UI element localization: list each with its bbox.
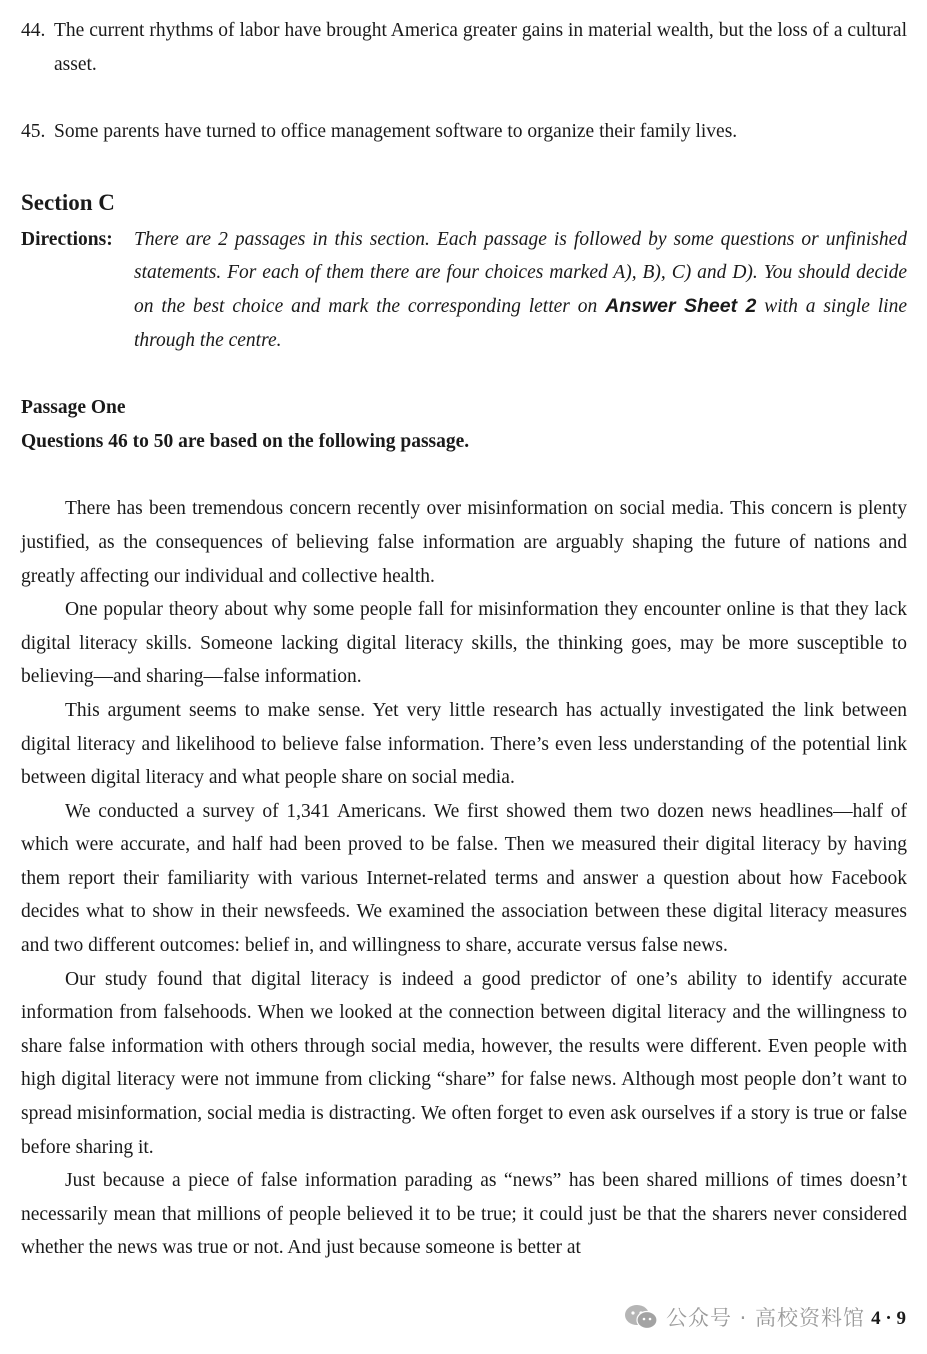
passage-paragraph: Our study found that digital literacy is indeed a good predictor of one’s ability to identify accurate information from falsehoods. When we looked at the connection between digital literacy and the willingness to share false information with others through social media, however, the results were different. Even people with high digital literacy were not immune from clicking “share” for false news. Although most people don’t want to spread misinformation, social media is distracting. We often forget to even ask ourselves if a story is true or false before sharing it. [21, 968, 907, 1158]
passage-paragraph: There has been tremendous concern recently over misinformation on social media. This concern is plenty justified, as the consequences of believing false information are arguably shaping the future of nations and greatly affecting our individual and collective health. [21, 498, 907, 587]
passage-title: Passage One [21, 397, 126, 419]
directions-body: There are 2 passages in this section. Each passage is followed by some questions or unfinished statements. For each of them there are four choices marked A), B), C) and D). You should decide on the best choice and mark the corresponding letter on [134, 228, 907, 317]
directions-end: with a single line through the centre. [134, 295, 908, 351]
directions-label: Directions: [21, 228, 113, 250]
watermark [624, 1302, 865, 1332]
section-title: Section C [21, 189, 115, 215]
watermark-text: 公众号 · 高校资料馆 [666, 1306, 866, 1330]
passage-paragraph: This argument seems to make sense. Yet very little research has actually investigated the link between digital literacy and likelihood to believe false information. There’s even less understanding of the potential link between digital literacy and what people share on social media. [21, 699, 907, 789]
passage-paragraph: One popular theory about why some people fall for misinformation they encounter online is that they lack digital literacy skills. Someone lacking digital literacy skills, the thinking goes, may be more susceptible to believing—and sharing—false information. [21, 599, 907, 688]
passage-subtitle: Questions 46 to 50 are based on the following passage. [21, 430, 470, 452]
question-text: The current rhythms of labor have brought America greater gains in material wealth, but the loss of a cultural asset. [54, 20, 907, 75]
directions-block [21, 223, 907, 357]
answer-sheet-label: Answer Sheet 2 [605, 294, 757, 317]
passage-paragraph: We conducted a survey of 1,341 Americans. We first showed them two dozen news headlines—half of which were accurate, and half had been proved to be false. Then we measured their digital literacy by having them report their familiarity with various Internet-related terms and answer a question about how Facebook decides what to show in their newsfeeds. We examined the association between these digital literacy measures and two different outcomes: belief in, and willingness to share, accurate versus false news. [21, 800, 907, 957]
question-number: 45. [21, 121, 46, 143]
page-number: 4 · 9 [871, 1308, 906, 1329]
passage-paragraph: Just because a piece of false information parading as “news” has been shared millions of times doesn’t necessarily mean that millions of people believed it to be true; it could just be that the sharers never considered whether the news was true or not. And just because someone is better at [21, 1170, 907, 1259]
document-page [21, 14, 907, 1265]
question-number: 44. [21, 20, 46, 41]
question-45 [21, 115, 907, 149]
directions-text [134, 223, 907, 357]
page-footer [620, 1298, 910, 1338]
question-text: Some parents have turned to office management software to organize their family lives. [54, 121, 738, 143]
wechat-icon [624, 1304, 658, 1330]
question-44 [21, 14, 907, 81]
